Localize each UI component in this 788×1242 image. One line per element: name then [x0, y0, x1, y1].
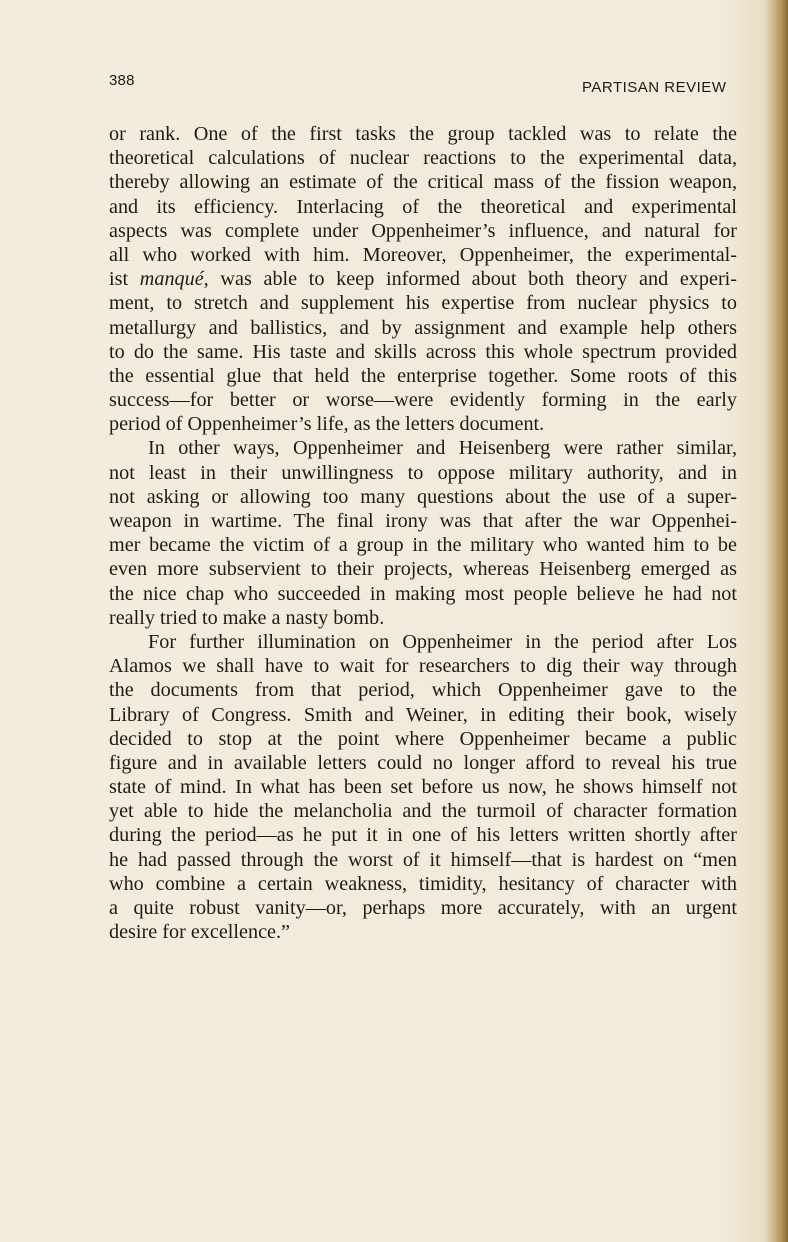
text-line-with-italic: [109, 267, 737, 291]
text-line: he had passed through the worst of it himself—that is hardest on “men: [109, 848, 737, 871]
text-line: not asking or allowing too many questions about the use of a super-: [109, 485, 737, 508]
text-line: a quite robust vanity—or, perhaps more accurately, with an urgent: [109, 897, 737, 919]
text-line: aspects was complete under Oppenheimer’s influence, and natural for: [109, 219, 737, 242]
paragraph-1: [109, 122, 737, 436]
text-line: who combine a certain weakness, timidity, hesitancy of character with: [109, 872, 737, 895]
text-line: ment, to stretch and supplement his expertise from nuclear physics to: [109, 292, 737, 315]
text-line: even more subservient to their projects, whereas Heisenberg emerged as: [109, 558, 737, 581]
paragraph-3: [109, 630, 737, 944]
text-line: metallurgy and ballistics, and by assignment and example help others: [109, 316, 737, 339]
text-line: and its efficiency. Interlacing of the theoretical and experimental: [109, 195, 737, 218]
text-line: desire for excellence.”: [109, 921, 291, 944]
text-line: mer became the victim of a group in the military who wanted him to be: [109, 534, 737, 557]
text-line: all who worked with him. Moreover, Oppenheimer, the experimental-: [109, 243, 737, 266]
text-line: For further illumination on Oppenheimer in the period after Los: [148, 630, 737, 653]
text-line: to do the same. His taste and skills across this whole spectrum provided: [109, 340, 737, 363]
body-text: [109, 122, 737, 944]
running-head: PARTISAN REVIEW: [582, 79, 727, 96]
text-line: decided to stop at the point where Oppenheimer became a public: [109, 727, 737, 750]
text-line: really tried to make a nasty bomb.: [109, 606, 385, 629]
text-line: figure and in available letters could no longer afford to reveal his true: [109, 751, 737, 774]
text-line: weapon in wartime. The final irony was that after the war Oppenhei-: [109, 510, 737, 532]
text-line: the documents from that period, which Oppenheimer gave to the: [109, 679, 737, 702]
text-line: Alamos we shall have to wait for researchers to dig their way through: [109, 655, 737, 678]
text-line: or rank. One of the first tasks the group tackled was to relate the: [109, 123, 737, 145]
text-line: In other ways, Oppenheimer and Heisenberg were rather similar,: [148, 437, 737, 460]
text-line: success—for better or worse—were evidently forming in the early: [109, 389, 737, 412]
paragraph-2: [109, 436, 737, 630]
italic-term: manqué,: [139, 268, 209, 291]
text-line: not least in their unwillingness to oppose military authority, and in: [109, 461, 737, 484]
text-line: period of Oppenheimer’s life, as the letters document.: [109, 413, 545, 436]
text-line: Library of Congress. Smith and Weiner, in editing their book, wisely: [109, 703, 737, 726]
page-number: 388: [109, 72, 135, 89]
text-segment: ist: [109, 268, 140, 291]
text-line: thereby allowing an estimate of the critical mass of the fission weapon,: [109, 171, 737, 194]
text-segment: was able to keep informed about both theory and experi-: [208, 268, 738, 291]
text-line: the nice chap who succeeded in making most people believe he had not: [109, 582, 737, 605]
text-line: theoretical calculations of nuclear reactions to the experimental data,: [109, 147, 737, 170]
text-line: the essential glue that held the enterprise together. Some roots of this: [109, 364, 737, 387]
text-line: during the period—as he put it in one of his letters written shortly after: [109, 824, 737, 847]
text-line: state of mind. In what has been set before us now, he shows himself not: [109, 776, 737, 799]
text-line: yet able to hide the melancholia and the turmoil of character formation: [109, 800, 737, 823]
